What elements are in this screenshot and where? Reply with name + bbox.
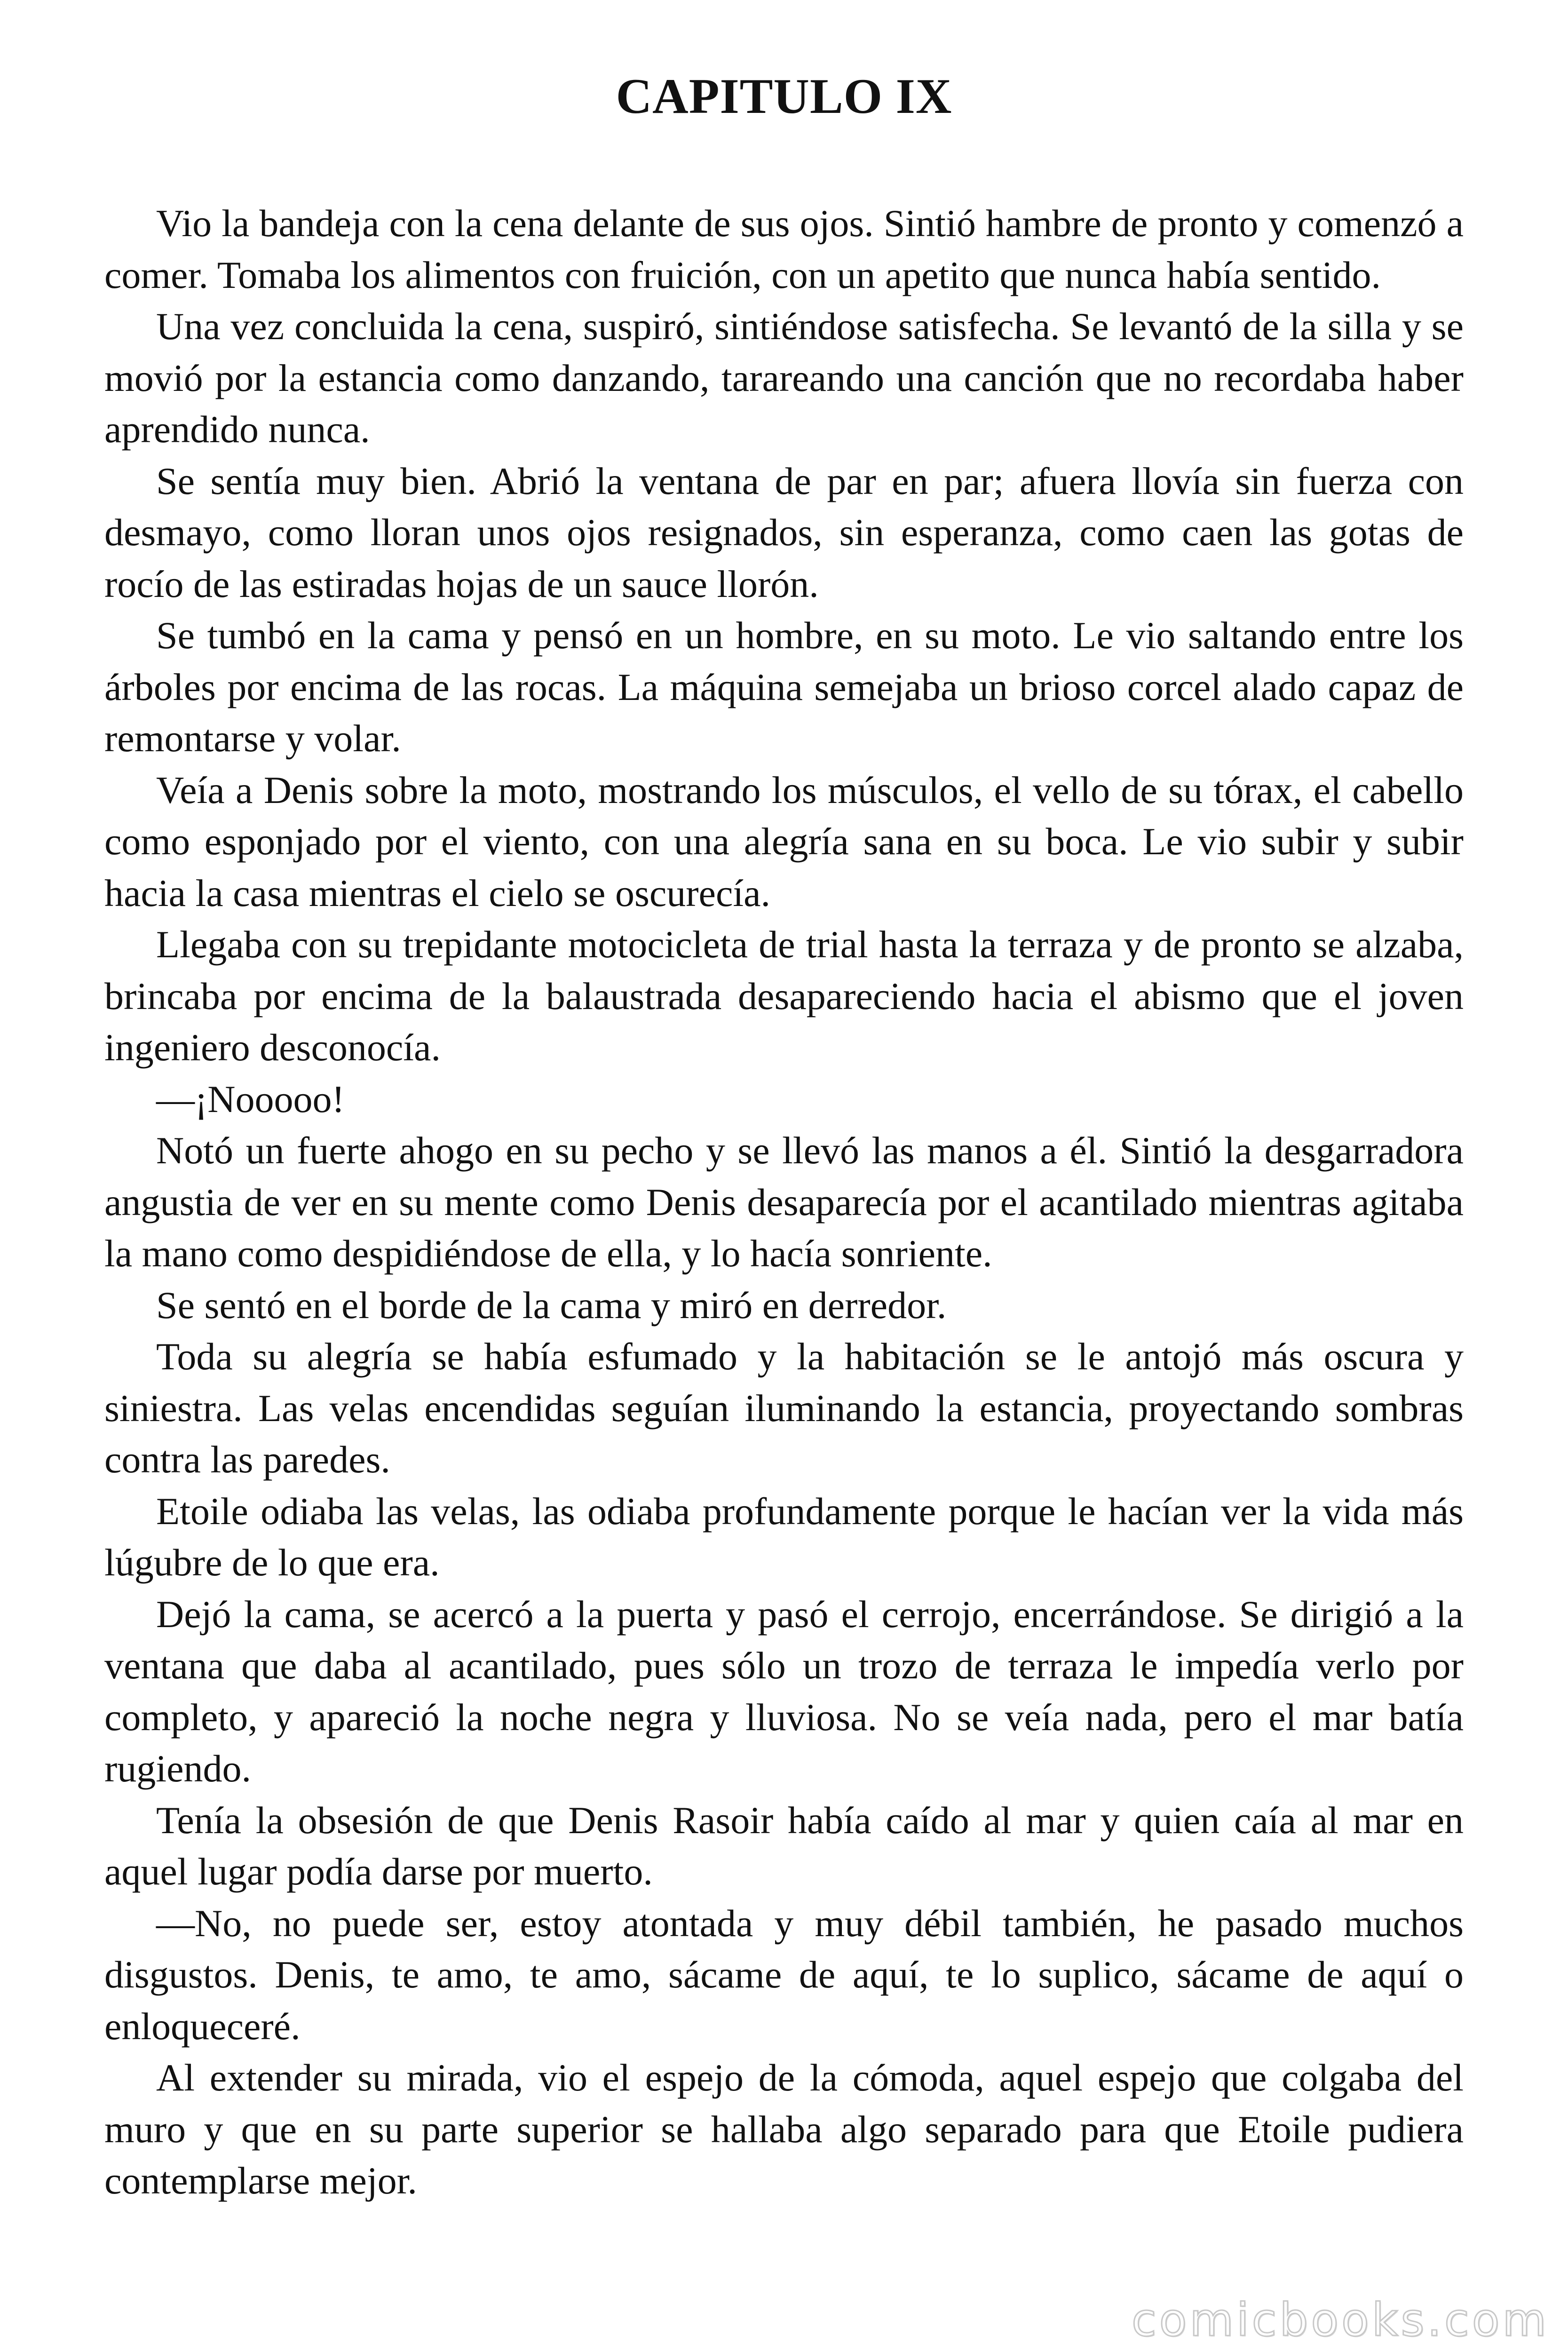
paragraph: Se sentía muy bien. Abrió la ventana de par en par; afuera llovía sin fuerza con desmayo, como lloran unos ojos resignados, sin esperanza, como caen las gotas de rocío de las estiradas hojas de un sauce llorón. — [104, 459, 1464, 605]
body-text — [104, 198, 1464, 2207]
page — [104, 66, 1464, 2207]
paragraph: Notó un fuerte ahogo en su pecho y se llevó las manos a él. Sintió la desgarradora angustia de ver en su mente como Denis desaparecía por el acantilado mientras agitaba la mano como despidiéndose de ella, y lo hacía sonriente. — [104, 1129, 1464, 1275]
watermark: comicbooks.com — [1131, 2294, 1549, 2346]
paragraph: Se tumbó en la cama y pensó en un hombre, en su moto. Le vio saltando entre los árboles por encima de las rocas. La máquina semejaba un brioso corcel alado capaz de remontarse y volar. — [104, 614, 1464, 760]
paragraph: —No, no puede ser, estoy atontada y muy débil también, he pasado muchos disgustos. Denis, te amo, te amo, sácame de aquí, te lo suplico, sácame de aquí o enloqueceré. — [104, 1901, 1464, 2048]
paragraph: Tenía la obsesión de que Denis Rasoir había caído al mar y quien caía al mar en aquel lugar podía darse por muerto. — [104, 1798, 1464, 1893]
chapter-title: CAPITULO IX — [616, 69, 952, 124]
paragraph: Al extender su mirada, vio el espejo de la cómoda, aquel espejo que colgaba del muro y que en su parte superior se hallaba algo separado para que Etoile pudiera contemplarse mejor. — [104, 2056, 1464, 2202]
paragraph: Vio la bandeja con la cena delante de sus ojos. Sintió hambre de pronto y comenzó a comer. Tomaba los alimentos con fruición, con un apetito que nunca había sentido. — [104, 202, 1464, 296]
paragraph: Toda su alegría se había esfumado y la habitación se le antojó más oscura y siniestra. Las velas encendidas seguían iluminando la estancia, proyectando sombras contra las paredes. — [104, 1335, 1464, 1481]
paragraph: Dejó la cama, se acercó a la puerta y pasó el cerrojo, encerrándose. Se dirigió a la ventana que daba al acantilado, pues sólo un trozo de terraza le impedía verlo por completo, y apareció la noche negra y lluviosa. No se veía nada, pero el mar batía rugiendo. — [104, 1592, 1464, 1790]
paragraph: Llegaba con su trepidante motocicleta de trial hasta la terraza y de pronto se alzaba, brincaba por encima de la balaustrada desapareciendo hacia el abismo que el joven ingeniero desconocía. — [104, 923, 1464, 1069]
paragraph: Etoile odiaba las velas, las odiaba profundamente porque le hacían ver la vida más lúgubre de lo que era. — [104, 1489, 1464, 1584]
paragraph: Una vez concluida la cena, suspiró, sintiéndose satisfecha. Se levantó de la silla y se movió por la estancia como danzando, tarareando una canción que no recordaba haber aprendido nunca. — [104, 305, 1464, 451]
paragraph: —¡Nooooo! — [156, 1077, 345, 1120]
paragraph: Se sentó en el borde de la cama y miró en derredor. — [156, 1283, 947, 1327]
paragraph: Veía a Denis sobre la moto, mostrando los músculos, el vello de su tórax, el cabello como esponjado por el viento, con una alegría sana en su boca. Le vio subir y subir hacia la casa mientras el cielo se oscurecía. — [104, 768, 1464, 914]
